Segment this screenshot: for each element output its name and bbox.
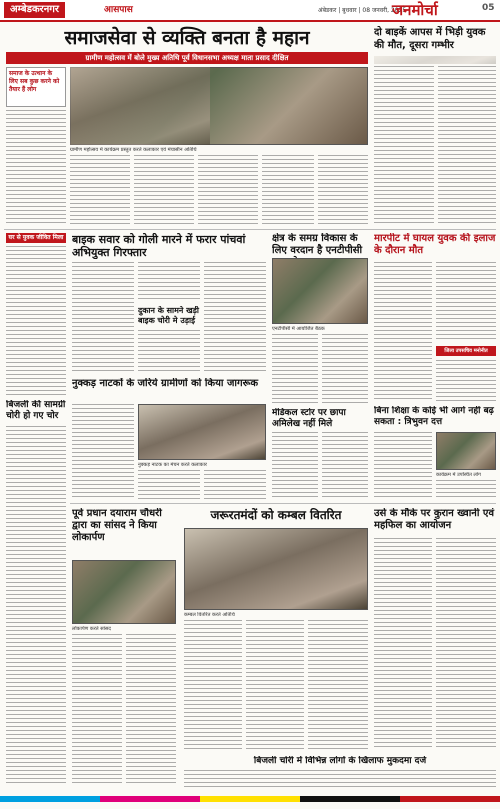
- nomination-text: [436, 360, 496, 402]
- medical-col-1: [272, 432, 318, 500]
- bike-story-col-1: [374, 66, 434, 226]
- medical-headline: मेडिकल स्टोर पर छापा अमिलेख नहीं मिले: [272, 408, 346, 429]
- print-color-bar: [0, 796, 500, 802]
- quran-col-1: [374, 538, 432, 750]
- blanket-col-1: [184, 620, 242, 750]
- arrest-col-1: [72, 262, 134, 374]
- article-text-left-1: [6, 110, 66, 225]
- blanket-col-2: [246, 620, 304, 750]
- quran-headline: उर्स के मौके पर कुरान ख्वानी एवं महफिल का आयोजन: [374, 508, 495, 531]
- subsection-label: आसपास: [104, 5, 133, 15]
- electricity-case-headline: बिजली चोरी में विभिन्न लोगों के खिलाफ मुकदमा दर्ज: [253, 756, 427, 766]
- play-col-2: [138, 470, 200, 500]
- date-line: अंबेडकर | बुधवार | 08 जनवरी, 2025: [318, 7, 407, 14]
- lead-headline: समाजसेवा से व्यक्ति बनता है महान: [64, 27, 310, 49]
- lead-col-5: [318, 155, 368, 225]
- electric-theft-headline: बिजली की सामग्री चोरी हो गए चोर: [6, 400, 66, 421]
- bike-theft-headline: दुकान के सामने खड़ी बाइक चोरी मे उड़ाई: [138, 306, 200, 325]
- masthead: जनमोर्चा: [392, 1, 438, 19]
- lead-col-3: [198, 155, 258, 225]
- highlight-box: [6, 67, 66, 107]
- bike-theft-text: [138, 330, 200, 374]
- lead-col-2: [134, 155, 194, 225]
- ntpc-photo: [272, 258, 368, 324]
- blanket-caption: कम्बल वितरित करते अतिथि: [184, 612, 235, 618]
- ntpc-caption: एनटीपीसी में आयोजित बैठक: [272, 326, 325, 332]
- play-col-1: [72, 404, 134, 499]
- blanket-photo: [184, 528, 368, 610]
- left-col-tag: घर से युवक जीवित मिला: [6, 233, 66, 243]
- inaug-col-1: [72, 634, 122, 784]
- arrest-col-2: [138, 262, 200, 302]
- bike-story-col-2: [438, 66, 496, 226]
- play-photo: [138, 404, 266, 460]
- inauguration-photo: [72, 560, 176, 624]
- injured-col-2: [436, 262, 496, 342]
- divider: [4, 229, 496, 230]
- bottom-strip-text: [184, 770, 496, 788]
- lead-col-4: [262, 155, 314, 225]
- ntpc-col-2: [322, 334, 368, 404]
- education-headline: बिना शिक्षा के कोई भी आगे नहीं बढ़ सकता : त्रिभुवन दत्त: [374, 406, 494, 427]
- page-number: 05: [482, 3, 495, 13]
- divider-band: [374, 56, 496, 64]
- education-photo: [436, 432, 496, 470]
- injured-headline: मारपीट में घायल युवक की इलाज के दौरान मौत: [374, 233, 496, 256]
- blanket-col-3: [308, 620, 368, 750]
- arrest-headline: बाइक सवार को गोली मारने में फरार पांचवां अभियुक्त गिरफ्तार: [72, 233, 246, 259]
- left-col-text-3: [6, 426, 66, 786]
- quran-col-2: [436, 538, 496, 750]
- lead-photo-part: [70, 67, 210, 145]
- blanket-headline: जरूरतमंदों को कम्बल वितरित: [210, 508, 342, 522]
- lead-col-1: [70, 155, 130, 225]
- education-col-2: [436, 480, 496, 500]
- education-caption: कार्यक्रम में उपस्थित लोग: [436, 472, 481, 478]
- section-tag: अम्बेडकरनगर: [4, 2, 65, 18]
- play-col-3: [204, 470, 266, 500]
- nomination-tag: जिला उपसचिव मनोनीत: [436, 346, 496, 356]
- ntpc-headline: क्षेत्र के समग्र विकास के लिए वरदान है एनटीपीसी: [272, 233, 363, 256]
- ntpc-col-1: [272, 334, 318, 404]
- highlight-box-text: समाज के उत्थान के लिए सब कुछ करने को तैयार हैं लोग: [9, 70, 60, 93]
- arrest-col-3: [204, 262, 266, 374]
- street-play-headline: नुक्कड़ नाटकों के जरिये ग्रामीणों को किया जागरूक: [72, 378, 259, 389]
- play-caption: नुक्कड़ नाटक का मंचन करते कलाकार: [138, 462, 207, 468]
- inauguration-headline: पूर्व प्रधान दयाराम चौधरी द्वारा का सांसद ने किया लोकार्पण: [72, 508, 162, 543]
- education-col-1: [374, 432, 432, 500]
- injured-col-1: [374, 262, 432, 402]
- lead-deck: ग्रामीण महोत्सव में बोले मुख्य अतिथि पूर्व विधानसभा अध्यक्ष माता प्रसाद दीक्षित: [6, 52, 368, 64]
- bike-crash-headline: दो बाइकें आपस में भिड़ी युवक की मौत, दूसरा गम्भीर: [374, 27, 486, 51]
- divider: [70, 503, 496, 504]
- medical-col-2: [322, 432, 368, 500]
- left-col-text-2: [6, 246, 66, 396]
- inauguration-caption: लोकार्पण करते सांसद: [72, 626, 111, 632]
- inaug-col-2: [126, 634, 176, 784]
- lead-photo-caption: ग्रामीण महोत्सव में कार्यक्रम प्रस्तुत करते कलाकार एवं मंचासीन अतिथि: [70, 147, 197, 153]
